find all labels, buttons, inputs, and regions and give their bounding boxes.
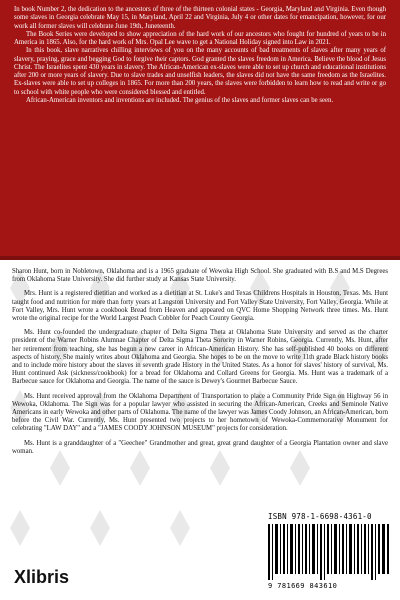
- bio-paragraph: Ms. Hunt received approval from the Oklahoma Department of Transportation to place a Community Pride Sign on Highway 56 in Wewoka, Oklahoma. The Sign was for a popular lawyer who assisted in securing the African-American, Creeks and Seminole Native Americans in early Wewoka and other parts of Oklahoma. The name of the lawyer was James Coody Johnson, an African-American, born before the Civil War. Currently, Ms. Hunt presented two projects to her hometown of Wewoka-Commemorative Monument for celebrating "LAW DAY" and a "JAMES COODY JOHNSON MUSEUM" projects for consideration.: [12, 392, 388, 433]
- summary-paragraph: African-American inventors and inventions are included. The genius of the slaves and former slaves can be seen.: [26, 96, 334, 104]
- summary-paragraph: In book Number 2, the dedication to the ancestors of three of the thirteen colonial states - Georgia, Maryland and Virginia. Even though some slaves in Georgia celebrate May 15, in Maryland, April 22 and Virginia, July 4 or other dates for emancipation, however, for our work all former slaves will celebrate June 19th, Juneteenth.: [14, 6, 386, 30]
- cover-summary-text: [14, 6, 386, 105]
- summary-paragraph: The Book Series were developed to show appreciation of the hard work of our ancestors who fought for hundred of years to be in America in 1865. Also, for the hard work of Mrs. Opal Lee wave to get a National Holiday signed into Law in 2021.: [14, 30, 386, 46]
- bio-paragraph: Sharon Hunt, born in Nobletown, Oklahoma and is a 1965 graduate of Wewoka High School. She graduated with B.S and M.S Degrees from Oklahoma State University. She did further study at Kansas State University.: [12, 268, 388, 284]
- bio-paragraph: Ms. Hunt co-founded the undergraduate chapter of Delta Sigma Theta at Oklahoma State University and served as the charter president of the Warner Robins Alumnae Chapter of Delta Sigma Theta Sorority in Warner Robins, Georgia. Currently, Ms. Hunt, after her retirement from teaching, she has begun a new career in African-American History. She has self-published 40 books on different aspects of history. She mainly writes about Oklahoma and Georgia. She hopes to be on the move to write 11th grade Black history books and to include more history about the slaves in seventh grade History in the United States. As a honor for slaves' history of survival, Ms. Hunt continued Ask (sickness/cookbook) for a bread for Oklahoma and Collard Greens for Georgia. Ms. Hunt was a trademark of a Barbecue sauce for Oklahoma and Georgia. The name of the sauce is Dewey's Gourmet Barbecue Sauce.: [12, 329, 388, 386]
- barcode-panel: [264, 506, 394, 594]
- author-bio-area: [0, 260, 400, 600]
- summary-paragraph: In this book, slave narratives chilling interviews of you on the many accounts of bad treatments of slaves after many years of slavery, praying, grace and begging God to forgive their captors. God granted the slaves freedom in America. Believe the blood of Jesus Christ. The Israelites spent 430 years in slavery. The African-American ex-slaves were able to set up church and educational institutions after 200 or more years of slavery. Due to slave trades and unselfish leaders, the slaves did not have the same freedom as the Israelites. Ex-slaves were able to set up colleges in 1865. For more than 200 years, the slaves were forbidden to learn how to read and write or go to school with white people who were considered blessed and entitled.: [14, 47, 386, 96]
- barcode-icon: [268, 524, 390, 580]
- bio-paragraph: Mrs. Hunt is a registered dietitian and worked as a dietitian at St. Luke's and Texas Childrens Hospitals in Houston, Texas. Ms. Hunt taught food and nutrition for more than forty years at Langston University and Fort Valley State University, Fort Valley, Georgia. While at Fort Valley, Mrs. Hunt wrote a cookbook Bread from Heaven and appeared on QVC Home Shopping Network three times. Ms. Hunt wrote the original recipe for the World Largest Peach Cobbler for Peach County Georgia.: [12, 290, 388, 323]
- publisher-logo: Xlibris: [14, 567, 70, 587]
- cover-summary-band: [0, 0, 400, 260]
- author-bio-text: [12, 268, 388, 462]
- isbn-label: ISBN 978-1-6698-4361-0: [268, 512, 372, 521]
- section-divider: [0, 256, 400, 260]
- bio-paragraph: Ms. Hunt is a granddaughter of a "Geechee" Grandmother and great, great grand daughter of a Georgia Plantation owner and slave woman.: [12, 439, 388, 455]
- ean-digits: 9 781669 843610: [268, 582, 338, 590]
